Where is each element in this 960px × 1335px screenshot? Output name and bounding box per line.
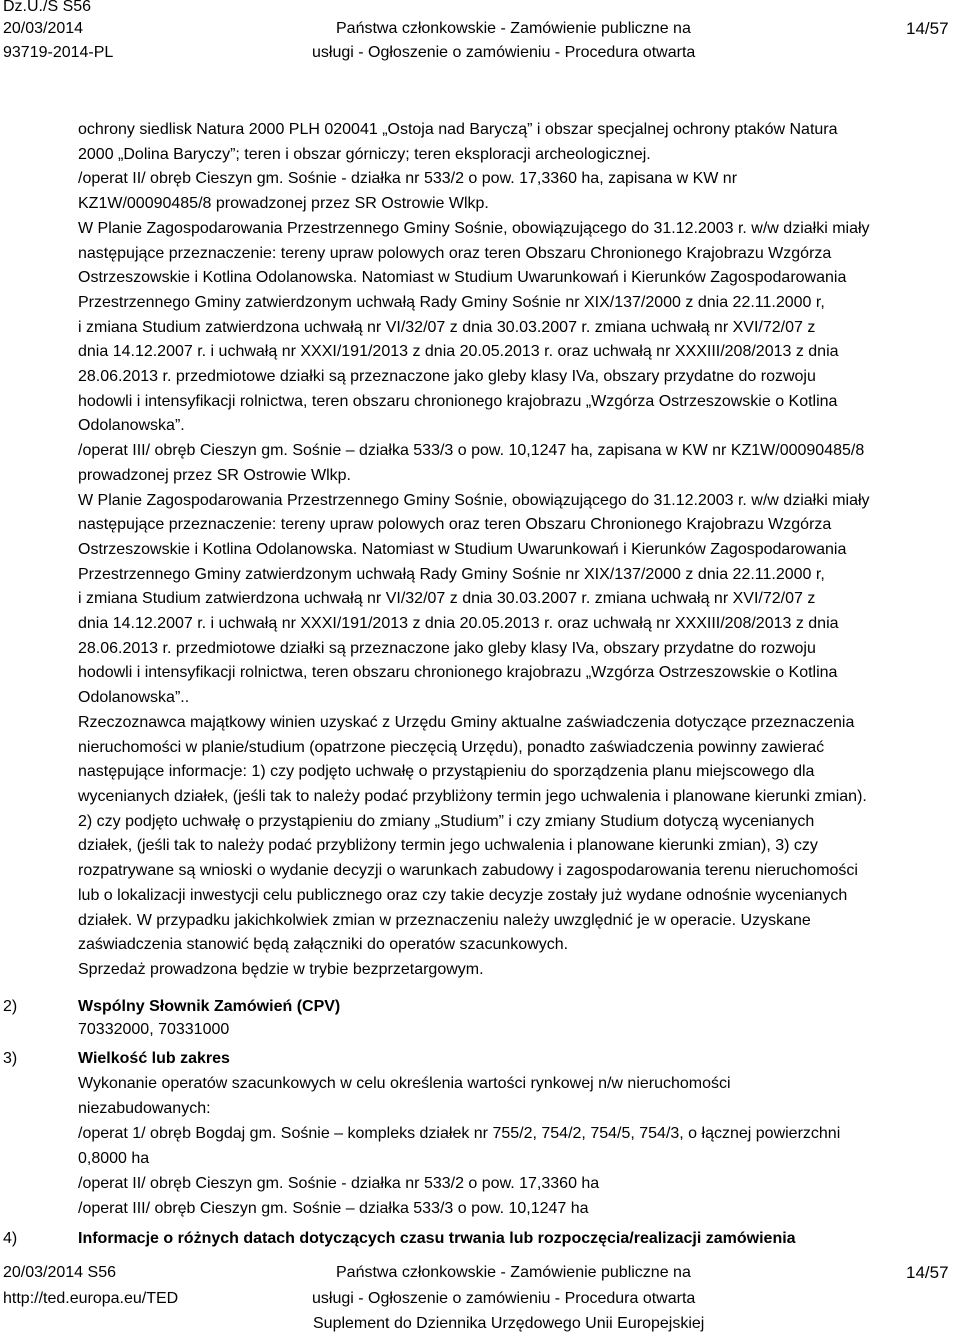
section-number: 3) [3, 1050, 18, 1067]
footer-url[interactable]: http://ted.europa.eu/TED [3, 1290, 179, 1307]
section-line: /operat III/ obręb Cieszyn gm. Sośnie – działka 533/3 o pow. 10,1247 ha [78, 1200, 589, 1217]
body-line: 28.06.2013 r. przedmiotowe działki są przeznaczone jako gleby klasy IVa, obszary przydatne do rozwoju [78, 639, 816, 657]
body-line: 2000 „Dolina Baryczy”; teren i obszar górniczy; teren eksploracji archeologicznej. [78, 145, 651, 163]
body-line: rozpatrywane są wnioski o wydanie decyzji o warunkach zabudowy i zagospodarowania terenu nieruchomości [78, 862, 858, 880]
body-line: dnia 14.12.2007 r. i uchwałą nr XXXI/191/2013 z dnia 20.05.2013 r. oraz uchwałą nr XXXIII/208/2013 z dnia [78, 615, 839, 633]
section-title: Informacje o różnych datach dotyczących czasu trwania lub rozpoczęcia/realizacji zamówienia [78, 1230, 796, 1247]
body-line: następujące przeznaczenie: tereny upraw polowych oraz teren Obszaru Chronionego Krajobrazu Wzgórza [78, 516, 832, 534]
body-line: 2) czy podjęto uchwałę o przystąpieniu do zmiany „Studium” i czy zmiany Studium dotyczą wycenianych [78, 812, 815, 830]
body-line: i zmiana Studium zatwierdzona uchwałą nr VI/32/07 z dnia 30.03.2007 r. zmiana uchwałą nr XVI/72/07 z [78, 590, 816, 608]
body-line: hodowli i intensyfikacji rolnictwa, teren obszaru chronionego krajobrazu „Wzgórza Ostrzeszowskie o Kotlina [78, 392, 838, 410]
body-line: Ostrzeszowskie i Kotlina Odolanowska. Natomiast w Studium Uwarunkowań i Kierunków Zagospodarowania [78, 540, 847, 558]
body-line: Przestrzennego Gminy zatwierdzonym uchwałą Rady Gminy Sośnie nr XIX/137/2000 z dnia 22.11.2000 r, [78, 565, 825, 583]
body-line: Odolanowska”. [78, 417, 185, 435]
header-page-number: 14/57 [906, 19, 949, 38]
body-line: W Planie Zagospodarowania Przestrzennego Gminy Sośnie, obowiązującego do 31.12.2003 r. w/w działki miały [78, 219, 870, 237]
footer-page-number: 14/57 [906, 1263, 949, 1282]
section-line: 70332000, 70331000 [78, 1021, 230, 1038]
header-title-line2: usługi - Ogłoszenie o zamówieniu - Procedura otwarta [312, 44, 696, 61]
body-line: KZ1W/00090485/8 prowadzonej przez SR Ostrowie Wlkp. [78, 195, 489, 213]
footer-supplement: Suplement do Dziennika Urzędowego Unii Europejskiej [313, 1315, 705, 1332]
body-line: hodowli i intensyfikacji rolnictwa, teren obszaru chronionego krajobrazu „Wzgórza Ostrzeszowskie o Kotlina [78, 664, 838, 682]
section-line: 0,8000 ha [78, 1150, 150, 1167]
section-line: Wykonanie operatów szacunkowych w celu określenia wartości rynkowej n/w nieruchomości [78, 1075, 731, 1092]
body-text [78, 118, 948, 983]
body-line: zaświadczenia stanowić będą załączniki do operatów szacunkowych. [78, 936, 569, 954]
body-line: dnia 14.12.2007 r. i uchwałą nr XXXI/191/2013 z dnia 20.05.2013 r. oraz uchwałą nr XXXIII/208/2013 z dnia [78, 343, 839, 361]
body-line: następujące informacje: 1) czy podjęto uchwałę o przystąpieniu do sporządzenia planu miejscowego dla [78, 763, 815, 781]
section-number: 2) [3, 998, 18, 1015]
body-line: wycenianych działek, (jeśli tak to należy podać przybliżony termin jego uchwalenia i planowane kierunki zmian). [78, 787, 867, 805]
body-line: ochrony siedlisk Natura 2000 PLH 020041 „Ostoja nad Baryczą” i obszar specjalnej ochrony ptaków Natura [78, 121, 838, 138]
body-line: nieruchomości w planie/studium (opatrzone pieczęcią Urzędu), ponadto zaświadczenia powinny zawierać [78, 738, 825, 756]
header-title-line1: Państwa członkowskie - Zamówienie publiczne na [336, 20, 691, 37]
body-line: Ostrzeszowskie i Kotlina Odolanowska. Natomiast w Studium Uwarunkowań i Kierunków Zagospodarowania [78, 269, 847, 287]
body-line: Sprzedaż prowadzona będzie w trybie bezprzetargowym. [78, 960, 484, 978]
body-line: i zmiana Studium zatwierdzona uchwałą nr VI/32/07 z dnia 30.03.2007 r. zmiana uchwałą nr XVI/72/07 z [78, 318, 816, 336]
body-line: 28.06.2013 r. przedmiotowe działki są przeznaczone jako gleby klasy IVa, obszary przydatne do rozwoju [78, 368, 816, 386]
footer-title-line1: Państwa członkowskie - Zamówienie publiczne na [336, 1264, 691, 1281]
body-line: /operat II/ obręb Cieszyn gm. Sośnie - działka nr 533/2 o pow. 17,3360 ha, zapisana w KW nr [78, 170, 738, 188]
body-line: działek. W przypadku jakichkolwiek zmian w przeznaczeniu należy uwzględnić je w operacie. Uzyskane [78, 911, 811, 929]
section-title: Wielkość lub zakres [78, 1050, 230, 1067]
body-line: /operat III/ obręb Cieszyn gm. Sośnie – działka 533/3 o pow. 10,1247 ha, zapisana w KW nr KZ1W/00090485/8 [78, 442, 865, 460]
footer-title-line2: usługi - Ogłoszenie o zamówieniu - Procedura otwarta [312, 1290, 696, 1307]
header-notice-id: 93719-2014-PL [3, 44, 114, 61]
body-line: W Planie Zagospodarowania Przestrzennego Gminy Sośnie, obowiązującego do 31.12.2003 r. w/w działki miały [78, 491, 870, 509]
section-title: Wspólny Słownik Zamówień (CPV) [78, 998, 341, 1015]
body-line: Przestrzennego Gminy zatwierdzonym uchwałą Rady Gminy Sośnie nr XIX/137/2000 z dnia 22.11.2000 r, [78, 293, 825, 311]
section-line: /operat 1/ obręb Bogdaj gm. Sośnie – kompleks działek nr 755/2, 754/2, 754/5, 754/3, o łącznej powierzchni [78, 1125, 841, 1142]
section-number: 4) [3, 1230, 18, 1247]
footer-date-series: 20/03/2014 S56 [3, 1264, 116, 1281]
page-footer [0, 1262, 960, 1334]
body-line: prowadzonej przez SR Ostrowie Wlkp. [78, 466, 351, 484]
header-series: Dz.U./S S56 [3, 0, 92, 15]
section-line: /operat II/ obręb Cieszyn gm. Sośnie - działka nr 533/2 o pow. 17,3360 ha [78, 1175, 600, 1192]
page-header [0, 0, 960, 70]
section-line: niezabudowanych: [78, 1100, 211, 1117]
body-line: lub o lokalizacji inwestycji celu publicznego oraz czy takie decyzje zostały już wydane odnośnie wycenianych [78, 886, 848, 904]
body-line: następujące przeznaczenie: tereny upraw polowych oraz teren Obszaru Chronionego Krajobrazu Wzgórza [78, 244, 832, 262]
body-line: działek, (jeśli tak to należy podać przybliżony termin jego uchwalenia i planowane kierunki zmian), 3) czy [78, 837, 818, 855]
body-line: Odolanowska”.. [78, 689, 190, 707]
body-line: Rzeczoznawca majątkowy winien uzyskać z Urzędu Gminy aktualne zaświadczenia dotyczące przeznaczenia [78, 713, 855, 731]
header-date: 20/03/2014 [3, 20, 84, 37]
